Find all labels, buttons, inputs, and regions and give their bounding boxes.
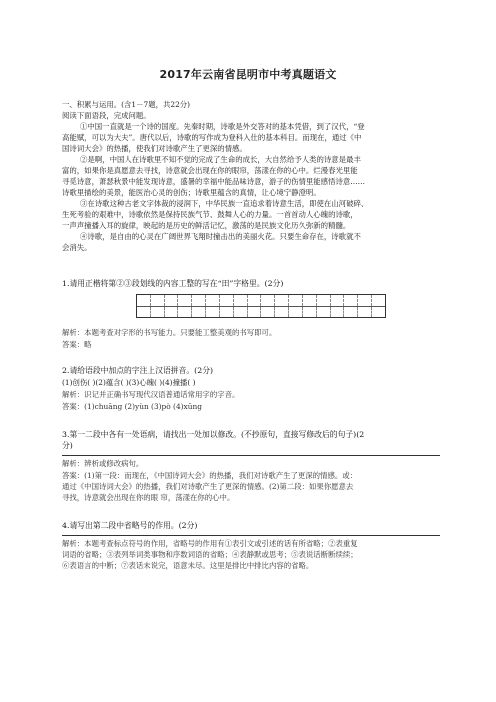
question-4: 4.请写出第二段中省略号的作用。(2分) xyxy=(62,521,198,530)
passage-line: 一声声撞播入耳的旋律，映起的是历史的鲜活记忆，激荡的是民族文化历久弥新的精髓。 xyxy=(62,221,351,230)
q1-answer: 答案：略 xyxy=(62,340,92,349)
passage-line: 高能赋，可以为大夫”。唐代以后，诗歌的写作成为登科入仕的基本科目。而现在，通过《中 xyxy=(62,133,362,142)
q1-analysis: 解析：本题考查对字形的书写能力。只要能工整美观的书写即可。 xyxy=(62,328,277,337)
passage-line: 寻觅诗意，萧瑟秋景中能发现诗意，盛暑的幸福中能品味诗意，游子的伤情里能感悟诗意…… xyxy=(62,177,366,186)
q4-analysis-line: 解析：本题考查标点符号的作用，省略号的作用有①表引文或引述的话有所省略；②表重复 xyxy=(62,539,358,548)
tianzige-grid[interactable] xyxy=(136,294,386,318)
passage-line: ③在诗歌这种古老文字体裁的浸润下，中华民族一直追求着诗意生活，即使在山河破碎、 xyxy=(80,199,369,208)
question-2: 2.请给语段中加点的字注上汉语拼音。(2分) xyxy=(62,366,214,375)
passage-line: ④诗歌，是自由的心灵在广阔世界飞翔时撞击出的美丽火花。只要生命存在，诗歌就不 xyxy=(80,232,361,241)
q2-items: (1)创伤( )(2)蕴含( )(3)心魄( )(4)撞播( ) xyxy=(62,378,196,387)
q3-analysis: 解析：辨析或修改病句。 xyxy=(62,459,144,468)
answer-line xyxy=(62,455,440,456)
question-1: 1.请用正楷将第②③段划线的内容工整的写在“田”字格里。(2分) xyxy=(62,279,284,288)
passage-line: ②是啊，中国人在诗歌里不知不觉的完成了生命的成长，大自然给予人类的诗意是最丰 xyxy=(80,155,361,164)
q4-analysis-line: ⑥表语言的中断；⑦表话未说完，语意未尽。这里是排比中排比内容的省略。 xyxy=(62,561,314,570)
q2-analysis: 解析：识记并正确书写现代汉语普通话常用字的字音。 xyxy=(62,390,240,399)
answer-line xyxy=(62,535,440,536)
passage-line: 诗歌里描绘的美景，能医治心灵的创伤；诗歌里蕴含的真情，让心境宁静澄明。 xyxy=(62,188,321,197)
q3-answer-line: 寻找，诗意就会出现在你的眼 帘，荡漾在你的心中。 xyxy=(62,493,235,502)
passage-line: 富的，如果你是真愿意去寻找，诗意就会出现在你的眼帘，荡漾在你的心中。烂漫春光里能 xyxy=(62,166,358,175)
q3-answer-line: 通过《中国诗词大会》的热播，我们对诗歌产生了更深的情感。(2)第二段：如果你愿意去 xyxy=(62,482,354,491)
q2-answer: 答案：(1)chuāng (2)yùn (3)pò (4)xūng xyxy=(62,402,202,411)
document-title: 2017年云南省昆明市中考真题语文 xyxy=(159,68,337,81)
question-3: 3.第一二段中各有一处语病，请找出一处加以修改。(不抄原句，直接写修改后的句子)(2 xyxy=(62,430,365,439)
passage-line: 会消失。 xyxy=(62,243,92,252)
passage-line: 国诗词大会》的热播，使我们对诗歌产生了更深的情感。 xyxy=(62,144,247,153)
question-3-cont: 分) xyxy=(62,441,73,450)
reading-intro: 阅读下面语段，完成问题。 xyxy=(62,111,151,120)
q3-answer-line: 答案：(1)第一段：而现在，《中国诗词大会》的热播，我们对诗歌产生了更深的情感。或： xyxy=(62,471,358,480)
passage-line: 生死考验的艰难中，诗歌依然是保持民族气节、鼓舞人心的力量。一首首动人心魄的诗歌， xyxy=(62,210,358,219)
passage-line: ①中国一直就是一个诗的国度。先秦时期，诗歌是外交答对的基本凭借，到了汉代，“登 xyxy=(80,122,365,131)
q4-analysis-line: 词语的省略；③表列举词类事物和序数词语的省略；④表静默或思考；⑤表说话断断续续； xyxy=(62,550,358,559)
section-heading: 一、积累与运用。(含1－7题，共22分) xyxy=(62,100,191,109)
